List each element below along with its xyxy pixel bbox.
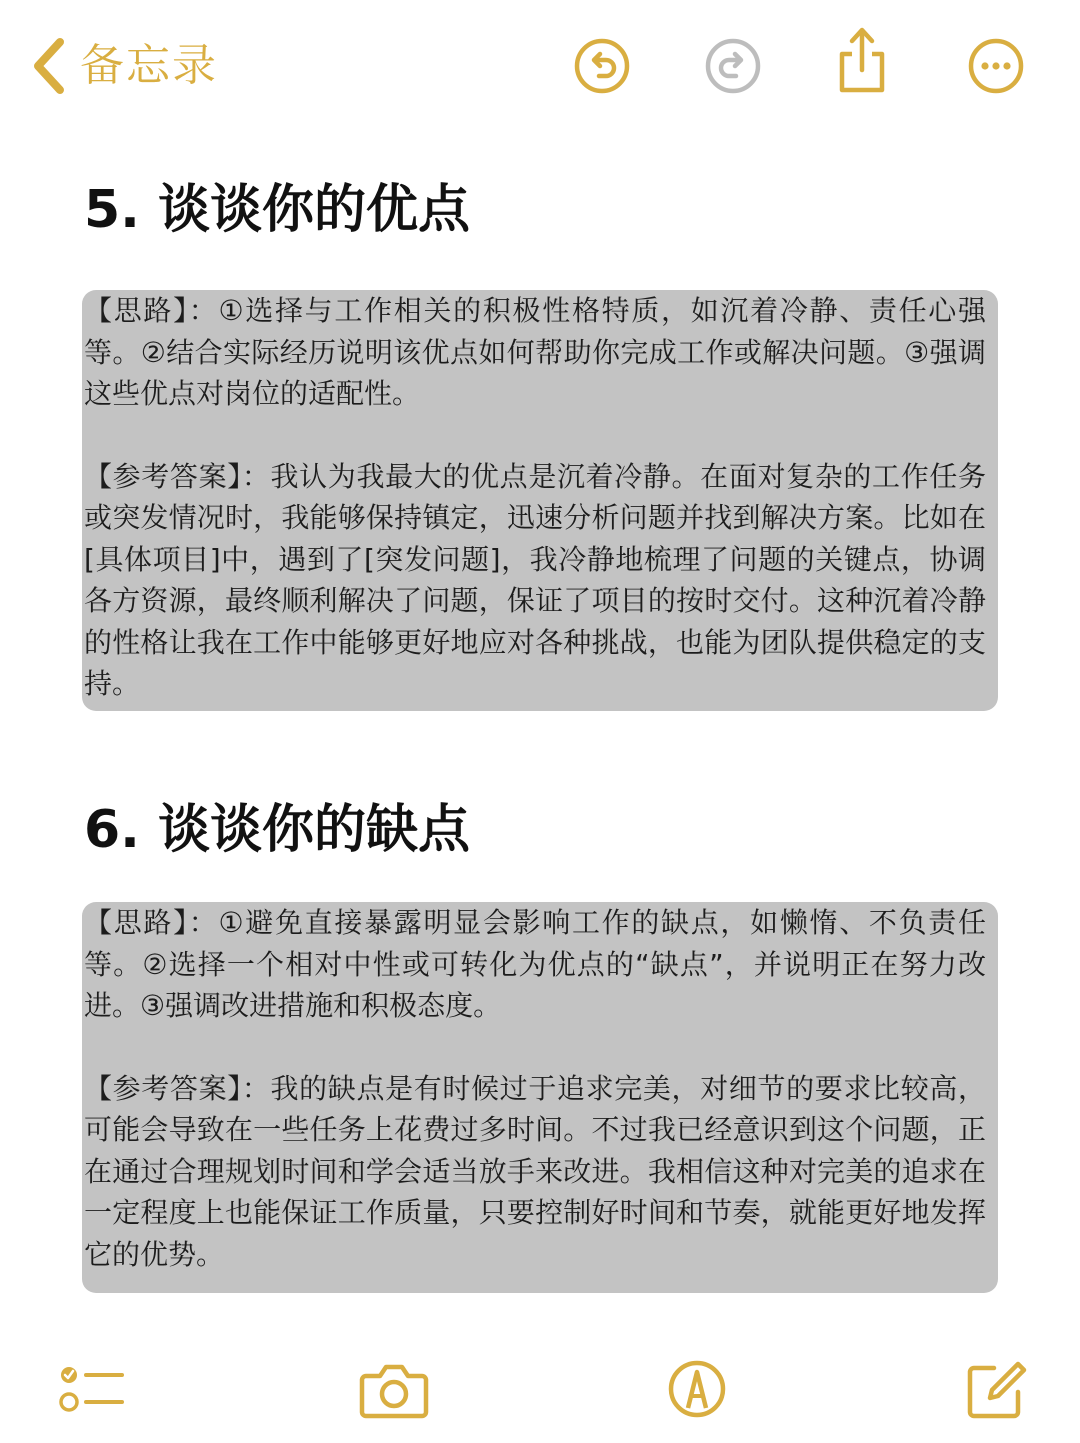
redo-button[interactable]: [703, 36, 763, 96]
navigation-bar: [0, 0, 1080, 130]
chevron-left-icon: [28, 36, 68, 96]
thinking-paragraph: 【思路】：①避免直接暴露明显会影响工作的缺点，如懒惰、不负责任等。②选择一个相对中性或可转化为优点的“缺点”，并说明正在努力改进。③强调改进措施和积极态度。: [84, 906, 986, 1022]
note-card: [82, 902, 998, 1293]
camera-icon: [358, 1356, 430, 1422]
share-icon: [832, 26, 892, 96]
answer-paragraph: 【参考答案】：我认为我最大的优点是沉着冷静。在面对复杂的工作任务或突发情况时，我能够保持镇定，迅速分析问题并找到解决方案。比如在[具体项目]中，遇到了[突发问题]，我冷静地梳理了问题的关键点，协调各方资源，最终顺利解决了问题，保证了项目的按时交付。这种沉着冷静的性格让我在工作中能够更好地应对各种挑战，也能为团队提供稳定的支持。: [84, 459, 986, 700]
checklist-icon: [56, 1356, 128, 1422]
section-title: 5. 谈谈你的优点: [84, 180, 471, 240]
undo-icon: [572, 36, 632, 96]
section-title: 6. 谈谈你的缺点: [84, 800, 471, 860]
compose-icon: [964, 1356, 1036, 1422]
redo-icon: [703, 36, 763, 96]
more-icon: [966, 36, 1026, 96]
share-button[interactable]: [832, 26, 892, 96]
more-button[interactable]: [966, 36, 1026, 96]
back-label: 备忘录: [80, 40, 218, 91]
undo-button[interactable]: [572, 36, 632, 96]
camera-button[interactable]: [358, 1356, 430, 1422]
markup-icon: [662, 1356, 734, 1422]
back-button[interactable]: [28, 34, 218, 98]
compose-button[interactable]: [964, 1356, 1036, 1422]
checklist-button[interactable]: [56, 1356, 128, 1422]
note-card: [82, 290, 998, 711]
markup-button[interactable]: [662, 1356, 734, 1422]
answer-paragraph: 【参考答案】：我的缺点是有时候过于追求完美，对细节的要求比较高，可能会导致在一些任务上花费过多时间。不过我已经意识到这个问题，正在通过合理规划时间和学会适当放手来改进。我相信这种对完美的追求在一定程度上也能保证工作质量，只要控制好时间和节奏，就能更好地发挥它的优势。: [84, 1071, 986, 1271]
thinking-paragraph: 【思路】：①选择与工作相关的积极性格特质，如沉着冷静、责任心强等。②结合实际经历说明该优点如何帮助你完成工作或解决问题。③强调这些优点对岗位的适配性。: [84, 294, 986, 410]
